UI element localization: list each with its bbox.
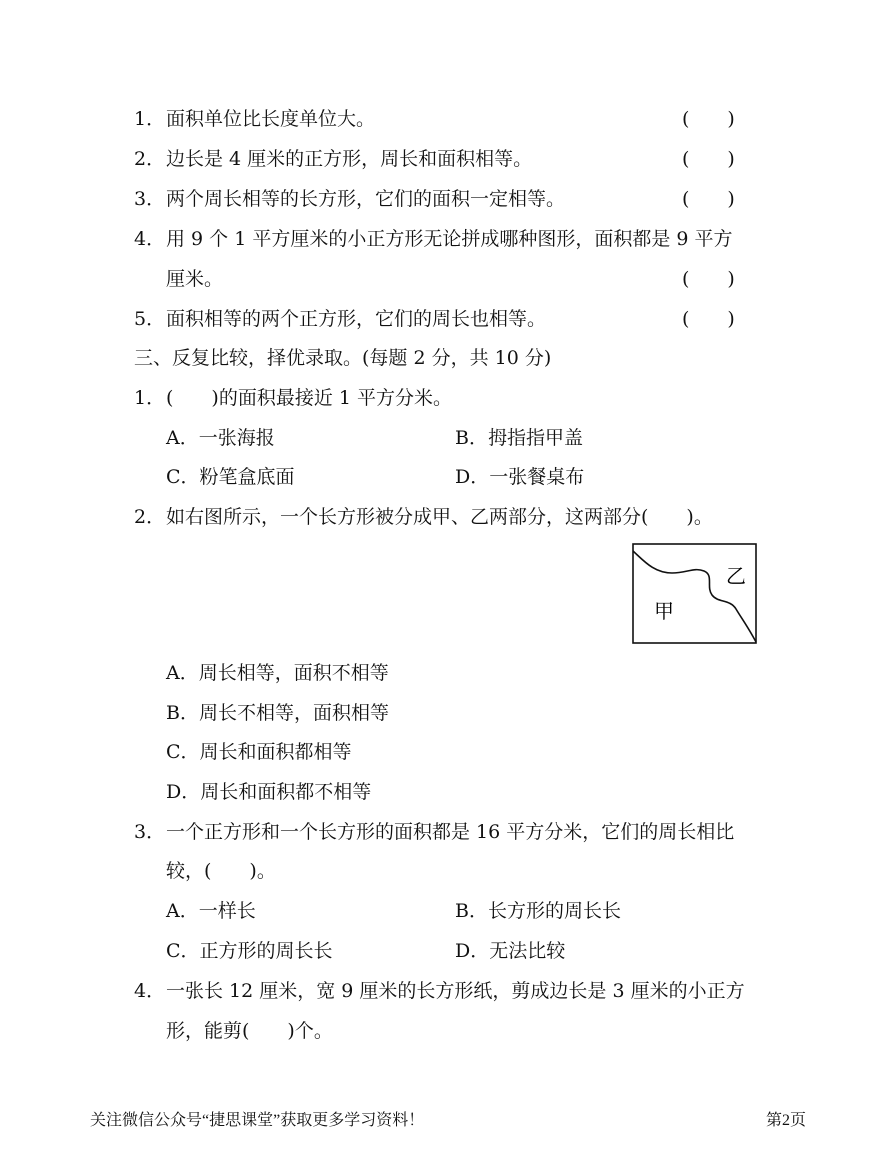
- option-c[interactable]: C．正方形的周长长: [166, 940, 333, 962]
- item-number: 5．: [134, 308, 166, 330]
- item-text: 一个正方形和一个长方形的面积都是 16 平方分米，它们的周长相比: [166, 821, 735, 843]
- option-b[interactable]: B．拇指指甲盖: [455, 427, 583, 449]
- item-text: 用 9 个 1 平方厘米的小正方形无论拼成哪种图形，面积都是 9 平方: [166, 228, 733, 250]
- mc-item-2: [0, 505, 892, 529]
- option-a[interactable]: A．周长相等，面积不相等: [166, 662, 389, 684]
- answer-blank[interactable]: ( ): [682, 308, 735, 330]
- item-text: 面积单位比长度单位大。: [166, 108, 376, 130]
- option-c[interactable]: C．周长和面积都相等: [166, 741, 352, 763]
- item-number: 3．: [134, 821, 166, 843]
- option-a[interactable]: A．一样长: [166, 900, 256, 922]
- option-b[interactable]: B．周长不相等，面积相等: [166, 702, 389, 724]
- mc-item-4: [0, 979, 892, 1003]
- item-text-continued: 厘米。: [166, 268, 224, 290]
- rectangle-outline: [633, 544, 756, 643]
- item-text: 边长是 4 厘米的正方形，周长和面积相等。: [166, 148, 533, 170]
- answer-blank[interactable]: ( ): [682, 268, 735, 290]
- section-heading: 三、反复比较，择优录取。(每题 2 分，共 10 分): [134, 347, 552, 369]
- item-number: 1．: [134, 108, 166, 130]
- item-text-continued: 形，能剪( )个。: [166, 1020, 333, 1042]
- item-number: 3．: [134, 188, 166, 210]
- page-number: 第2页: [766, 1112, 807, 1129]
- item-text: 一张长 12 厘米，宽 9 厘米的长方形纸，剪成边长是 3 厘米的小正方: [166, 980, 745, 1002]
- item-number: 2．: [134, 506, 166, 528]
- tf-item-5: [0, 307, 892, 331]
- tf-item-3: [0, 187, 892, 211]
- mc-item-1: [0, 386, 892, 410]
- divided-rectangle-figure: [632, 543, 758, 645]
- answer-blank[interactable]: ( ): [682, 148, 735, 170]
- item-number: 4．: [134, 228, 166, 250]
- region-label-yi: 乙: [726, 564, 746, 588]
- tf-item-2: [0, 147, 892, 171]
- mc-item-4-cont: [0, 1019, 892, 1043]
- item-text: 面积相等的两个正方形，它们的周长也相等。: [166, 308, 547, 330]
- item-number: 1．: [134, 387, 166, 409]
- option-d[interactable]: D．一张餐桌布: [455, 466, 585, 488]
- footer-promo: 关注微信公众号“捷思课堂”获取更多学习资料！: [90, 1112, 425, 1129]
- option-b[interactable]: B．长方形的周长长: [455, 900, 621, 922]
- item-number: 4．: [134, 980, 166, 1002]
- option-d[interactable]: D．周长和面积都不相等: [166, 781, 372, 803]
- item-text: ( )的面积最接近 1 平方分米。: [166, 387, 452, 409]
- tf-item-4: [0, 227, 892, 251]
- mc-item-3: [0, 820, 892, 844]
- answer-blank[interactable]: ( ): [682, 108, 735, 130]
- tf-item-1: [0, 107, 892, 131]
- answer-blank[interactable]: ( ): [682, 188, 735, 210]
- option-c[interactable]: C．粉笔盒底面: [166, 466, 295, 488]
- item-text: 如右图所示，一个长方形被分成甲、乙两部分，这两部分( )。: [166, 506, 713, 528]
- option-d[interactable]: D．无法比较: [455, 940, 566, 962]
- item-text-continued: 较，( )。: [166, 860, 276, 882]
- region-label-jia: 甲: [654, 599, 674, 623]
- item-number: 2．: [134, 148, 166, 170]
- item-text: 两个周长相等的长方形，它们的面积一定相等。: [166, 188, 566, 210]
- tf-item-4-cont: [0, 267, 892, 291]
- option-a[interactable]: A．一张海报: [166, 427, 275, 449]
- mc-item-3-cont: [0, 859, 892, 883]
